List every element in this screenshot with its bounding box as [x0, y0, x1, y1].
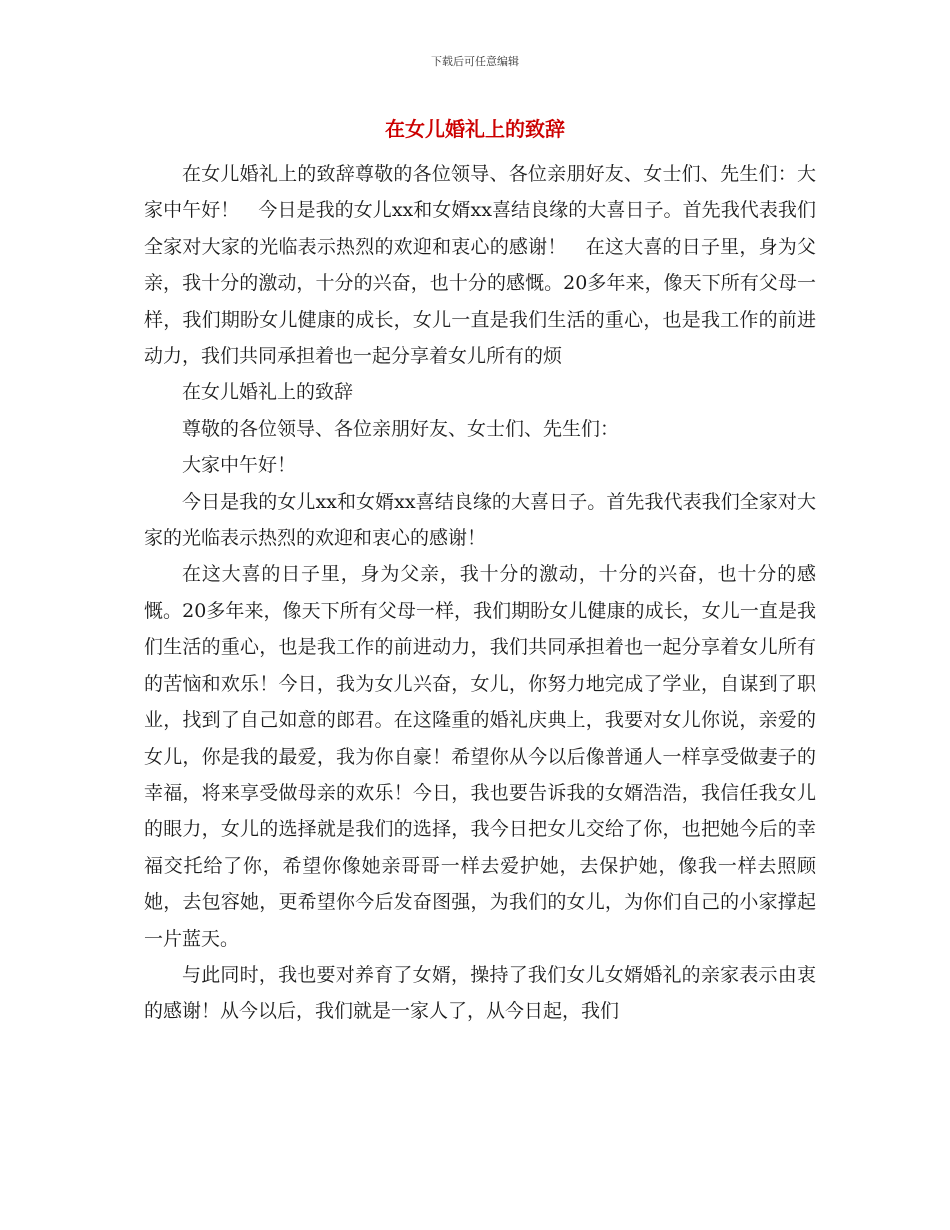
paragraph-speech-title: 在女儿婚礼上的致辞 [182, 381, 354, 404]
document-title: 在女儿婚礼上的致辞 [385, 117, 565, 141]
paragraph-salutation: 尊敬的各位领导、各位亲朋好友、女士们、先生们： [182, 417, 620, 440]
paragraph-intro-summary: 在女儿婚礼上的致辞尊敬的各位领导、各位亲朋好友、女士们、先生们：大家中午好！ 今日是我的女儿xx和女婿xx喜结良缘的大喜日子。首先我代表我们全家对大家的光临表示热烈的欢迎和衷心的感谢！ 在这大喜的日子里，身为父亲，我十分的激动，十分的兴奋，也十分的感慨。20多年来，像天下所有父母一样，我们期盼女儿健康的成长，女儿一直是我们生活的重心，也是我工作的前进动力，我们共同承担着也一起分享着女儿所有的烦 [144, 163, 816, 368]
document-body [144, 156, 816, 1030]
page-header: 下载后可任意编辑 [431, 55, 519, 68]
paragraph-welcome: 今日是我的女儿xx和女婿xx喜结良缘的大喜日子。首先我代表我们全家对大家的光临表示热烈的欢迎和衷心的感谢！ [144, 490, 816, 550]
paragraph-greeting: 大家中午好！ [182, 454, 297, 477]
paragraph-thanks-in-laws: 与此同时，我也要对养育了女婿，操持了我们女儿女婿婚礼的亲家表示由衷的感谢！从今以后，我们就是一家人了，从今日起，我们 [144, 963, 816, 1023]
paragraph-father-feelings: 在这大喜的日子里，身为父亲，我十分的激动，十分的兴奋，也十分的感慨。20多年来，像天下所有父母一样，我们期盼女儿健康的成长，女儿一直是我们生活的重心，也是我工作的前进动力，我们共同承担着也一起分享着女儿所有的苦恼和欢乐！今日，我为女儿兴奋，女儿，你努力地完成了学业，自谋到了职业，找到了自己如意的郎君。在这隆重的婚礼庆典上，我要对女儿你说，亲爱的女儿，你是我的最爱，我为你自豪！希望你从今以后像普通人一样享受做妻子的幸福，将来享受做母亲的欢乐！今日，我也要告诉我的女婿浩浩，我信任我女儿的眼力，女儿的选择就是我们的选择，我今日把女儿交给了你，也把她今后的幸福交托给了你，希望你像她亲哥哥一样去爱护她，去保护她，像我一样去照顾她，去包容她，更希望你今后发奋图强，为我们的女儿，为你们自己的小家撑起一片蓝天。 [144, 563, 816, 950]
